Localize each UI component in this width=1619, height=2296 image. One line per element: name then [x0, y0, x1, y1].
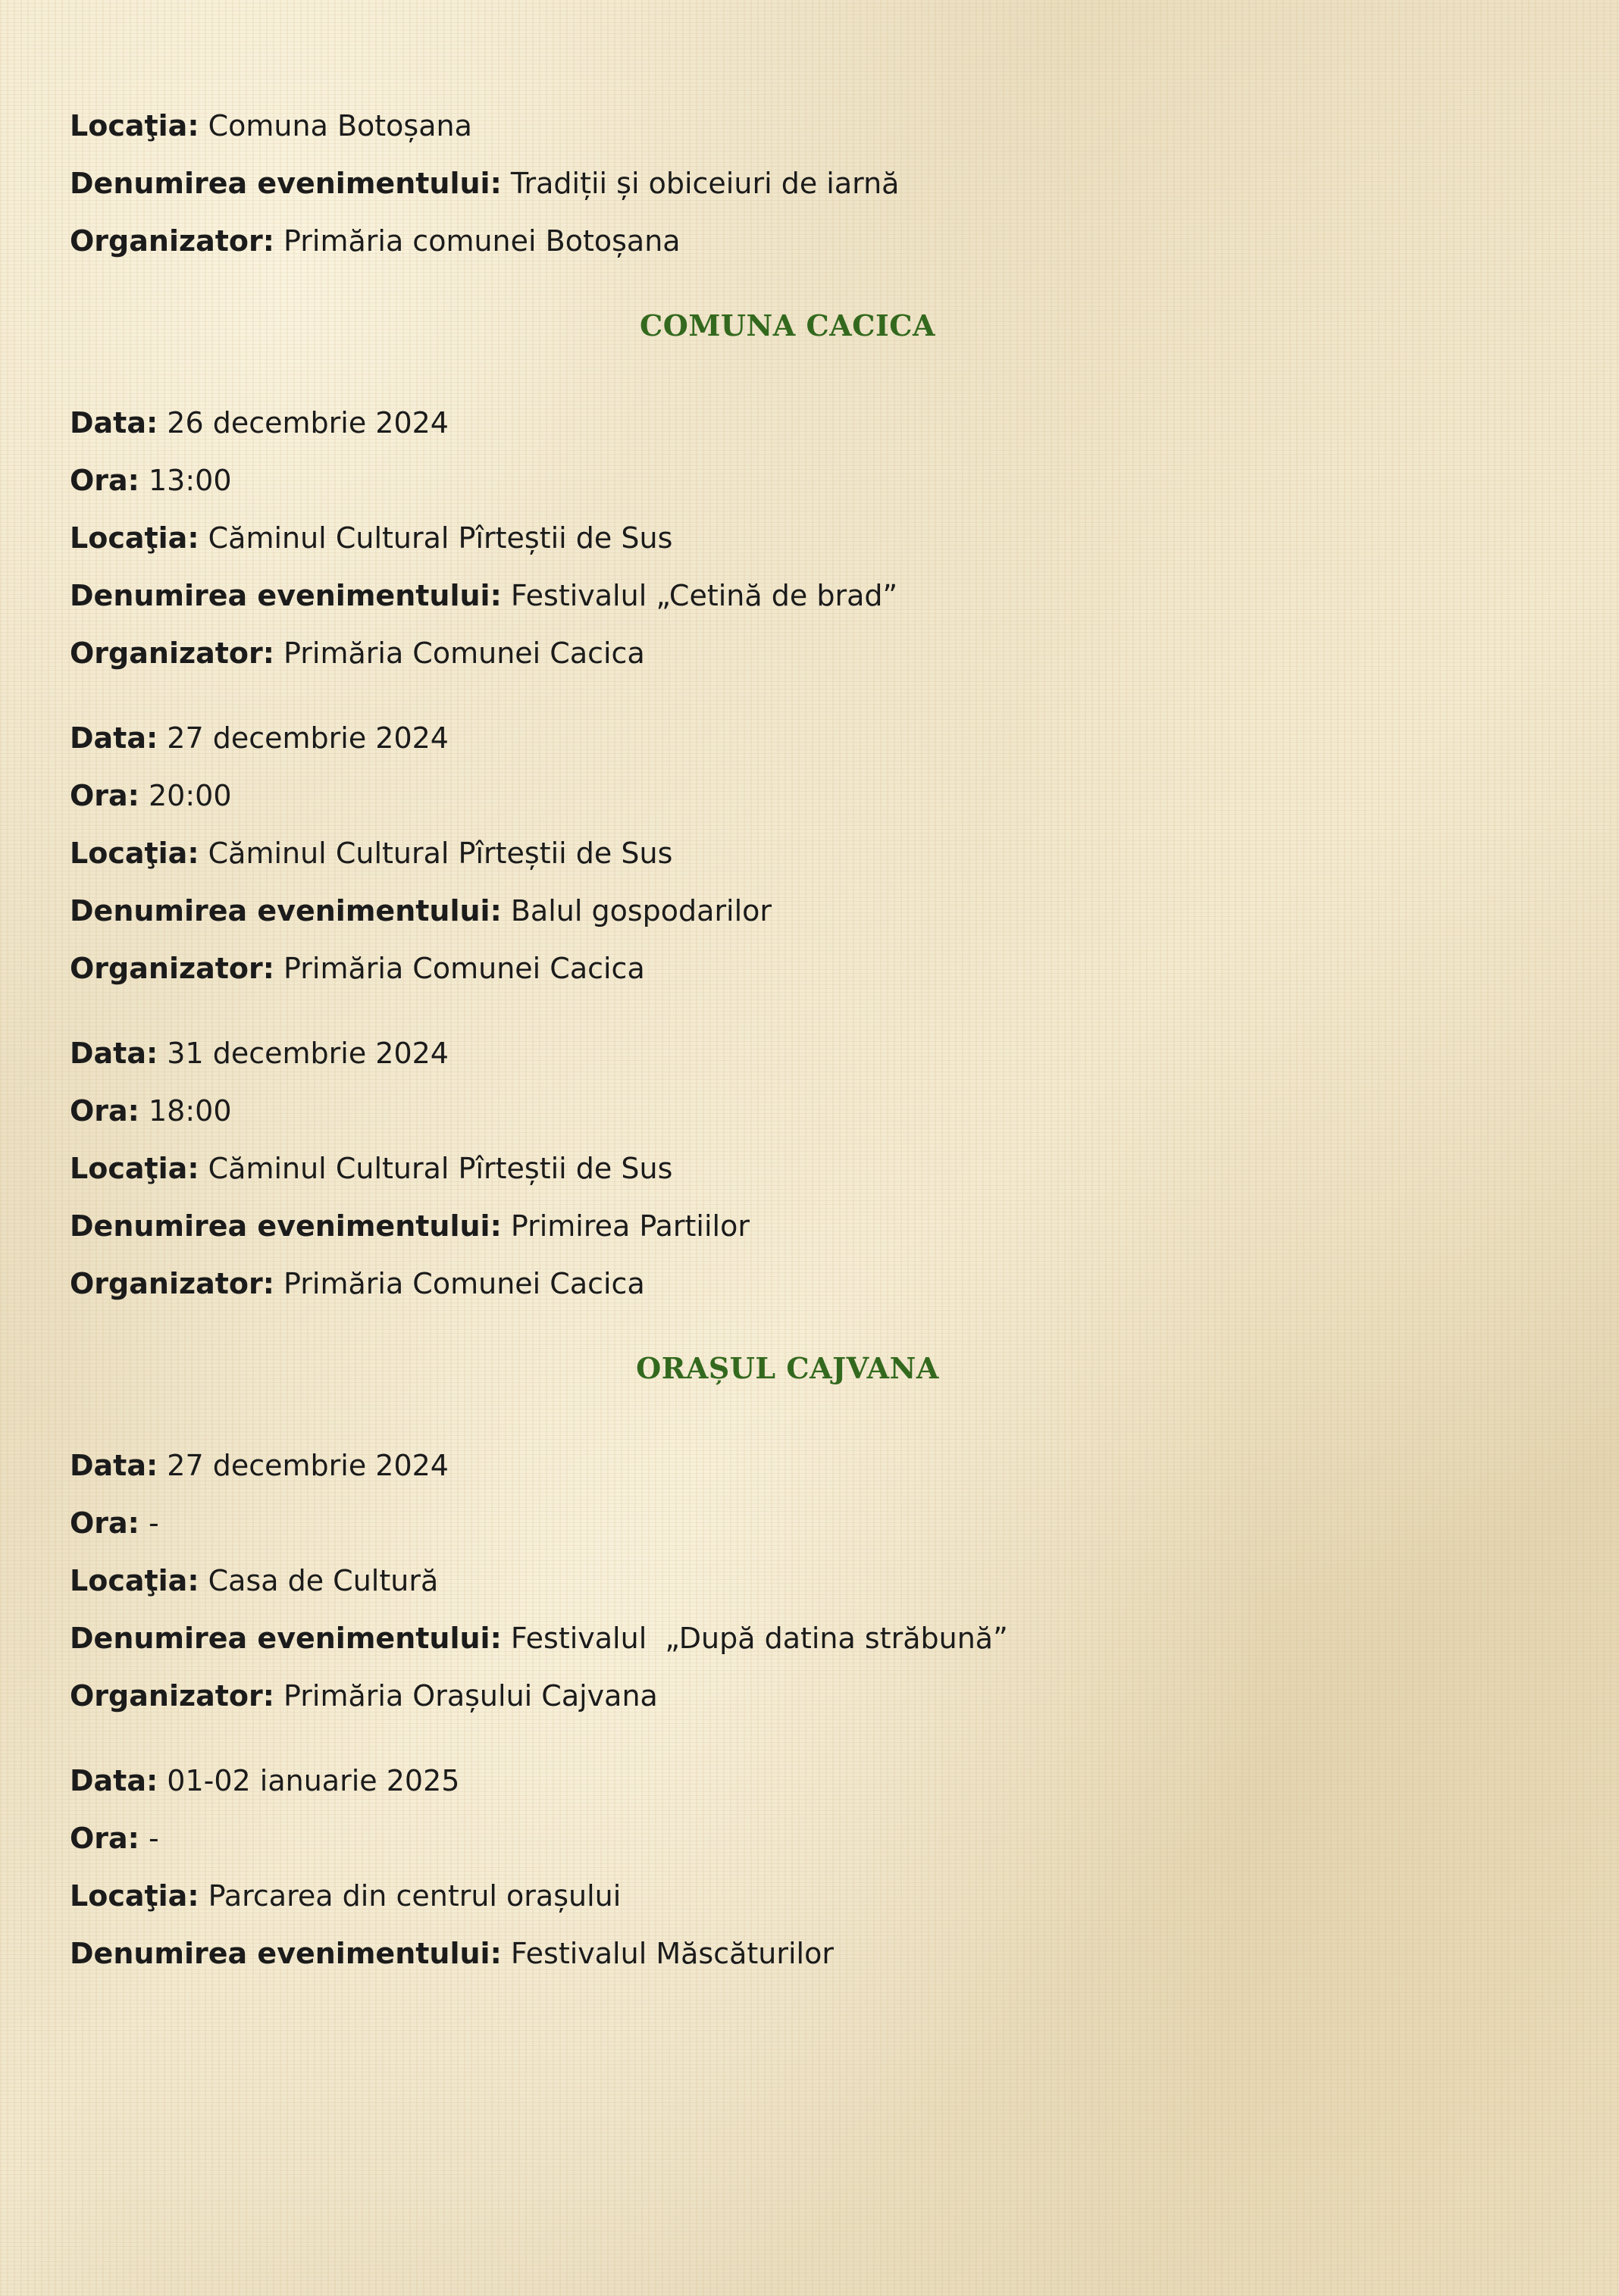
entry-ora-line: [70, 1494, 1505, 1552]
entry-denumirea-line: [70, 1609, 1505, 1667]
value-denumirea: Balul gospodarilor: [510, 894, 772, 927]
label-data: Data:: [70, 406, 158, 439]
value-ora: 13:00: [148, 464, 232, 497]
value-organizator: Primăria Comunei Cacica: [283, 952, 645, 985]
entry-ora-line: [70, 452, 1505, 509]
label-ora: Ora:: [70, 1822, 139, 1855]
entry-locatia-line: [70, 1867, 1505, 1925]
section-heading-cacica: COMUNA CACICA: [640, 308, 935, 343]
label-denumirea: Denumirea evenimentului:: [70, 167, 502, 200]
value-organizator: Primăria Comunei Cacica: [283, 1267, 645, 1300]
label-organizator: Organizator:: [70, 952, 274, 985]
entry-organizator-line: [70, 624, 1505, 682]
entry-ora-line: [70, 1082, 1505, 1140]
event-entry: [70, 394, 1505, 682]
value-locatia: Casa de Cultură: [208, 1564, 439, 1597]
value-locatia: Comuna Botoșana: [208, 109, 472, 142]
entry-data-line: [70, 1752, 1505, 1810]
label-locatia: Locaţia:: [70, 109, 199, 142]
value-organizator: Primăria comunei Botoșana: [283, 224, 681, 258]
spacer: [70, 1397, 1505, 1437]
value-locatia: Căminul Cultural Pîrteștii de Sus: [208, 1152, 673, 1185]
entry-locatia-line: [70, 1140, 1505, 1197]
label-locatia: Locaţia:: [70, 521, 199, 555]
value-denumirea: Festivalul „Cetină de brad”: [510, 579, 898, 612]
value-denumirea: Primirea Partiilor: [510, 1209, 750, 1243]
label-denumirea: Denumirea evenimentului:: [70, 894, 502, 927]
event-entry: [70, 1437, 1505, 1725]
value-locatia: Căminul Cultural Pîrteștii de Sus: [208, 837, 673, 870]
label-data: Data:: [70, 1449, 158, 1482]
entry-ora-line: [70, 767, 1505, 824]
entry-data-line: [70, 1437, 1505, 1494]
value-data: 01-02 ianuarie 2025: [167, 1764, 460, 1797]
value-locatia: Căminul Cultural Pîrteștii de Sus: [208, 521, 673, 555]
entry-locatia-line: [70, 1552, 1505, 1609]
label-denumirea: Denumirea evenimentului:: [70, 579, 502, 612]
spacer: [70, 1312, 1505, 1340]
spacer: [70, 997, 1505, 1024]
label-data: Data:: [70, 1764, 158, 1797]
partial-entry-top: [70, 97, 1505, 270]
entry-data-line: [70, 709, 1505, 767]
spacer: [70, 355, 1505, 394]
label-denumirea: Denumirea evenimentului:: [70, 1937, 502, 1970]
value-organizator: Primăria Orașului Cajvana: [283, 1679, 658, 1713]
label-ora: Ora:: [70, 1094, 139, 1128]
entry-denumirea-line: [70, 1925, 1505, 1982]
value-denumirea: Tradiții și obiceiuri de iarnă: [510, 167, 900, 200]
value-data: 26 decembrie 2024: [167, 406, 449, 439]
entry-denumirea-line: [70, 882, 1505, 940]
label-locatia: Locaţia:: [70, 837, 199, 870]
label-locatia: Locaţia:: [70, 1152, 199, 1185]
entry-locatia-line: [70, 97, 1505, 155]
label-locatia: Locaţia:: [70, 1879, 199, 1913]
label-denumirea: Denumirea evenimentului:: [70, 1622, 502, 1655]
event-entry: [70, 1024, 1505, 1312]
value-ora: 20:00: [148, 779, 232, 812]
label-data: Data:: [70, 721, 158, 755]
label-ora: Ora:: [70, 1506, 139, 1540]
label-ora: Ora:: [70, 779, 139, 812]
value-denumirea: Festivalul „După datina străbună”: [510, 1622, 1008, 1655]
entry-organizator-line: [70, 940, 1505, 997]
value-denumirea: Festivalul Măscăturilor: [510, 1937, 834, 1970]
label-organizator: Organizator:: [70, 224, 274, 258]
spacer: [70, 682, 1505, 709]
label-denumirea: Denumirea evenimentului:: [70, 1209, 502, 1243]
entry-denumirea-line: [70, 1197, 1505, 1255]
event-entry: [70, 709, 1505, 997]
entry-locatia-line: [70, 824, 1505, 882]
label-data: Data:: [70, 1037, 158, 1070]
spacer: [70, 270, 1505, 297]
value-locatia: Parcarea din centrul orașului: [208, 1879, 622, 1913]
entry-ora-line: [70, 1810, 1505, 1867]
value-ora: 18:00: [148, 1094, 232, 1128]
event-entry: [70, 1752, 1505, 1982]
entry-locatia-line: [70, 509, 1505, 567]
entry-data-line: [70, 1024, 1505, 1082]
value-organizator: Primăria Comunei Cacica: [283, 637, 645, 670]
value-data: 27 decembrie 2024: [167, 721, 449, 755]
entry-organizator-line: [70, 1255, 1505, 1312]
label-organizator: Organizator:: [70, 637, 274, 670]
value-data: 27 decembrie 2024: [167, 1449, 449, 1482]
entry-organizator-line: [70, 1667, 1505, 1725]
label-locatia: Locaţia:: [70, 1564, 199, 1597]
value-ora: -: [148, 1506, 159, 1540]
label-organizator: Organizator:: [70, 1267, 274, 1300]
label-organizator: Organizator:: [70, 1679, 274, 1713]
section-heading-cajvana: ORAȘUL CAJVANA: [636, 1351, 939, 1385]
spacer: [70, 1725, 1505, 1752]
label-ora: Ora:: [70, 464, 139, 497]
entry-denumirea-line: [70, 155, 1505, 212]
value-ora: -: [148, 1822, 159, 1855]
entry-organizator-line: [70, 212, 1505, 270]
entry-denumirea-line: [70, 567, 1505, 624]
value-data: 31 decembrie 2024: [167, 1037, 449, 1070]
entry-data-line: [70, 394, 1505, 452]
